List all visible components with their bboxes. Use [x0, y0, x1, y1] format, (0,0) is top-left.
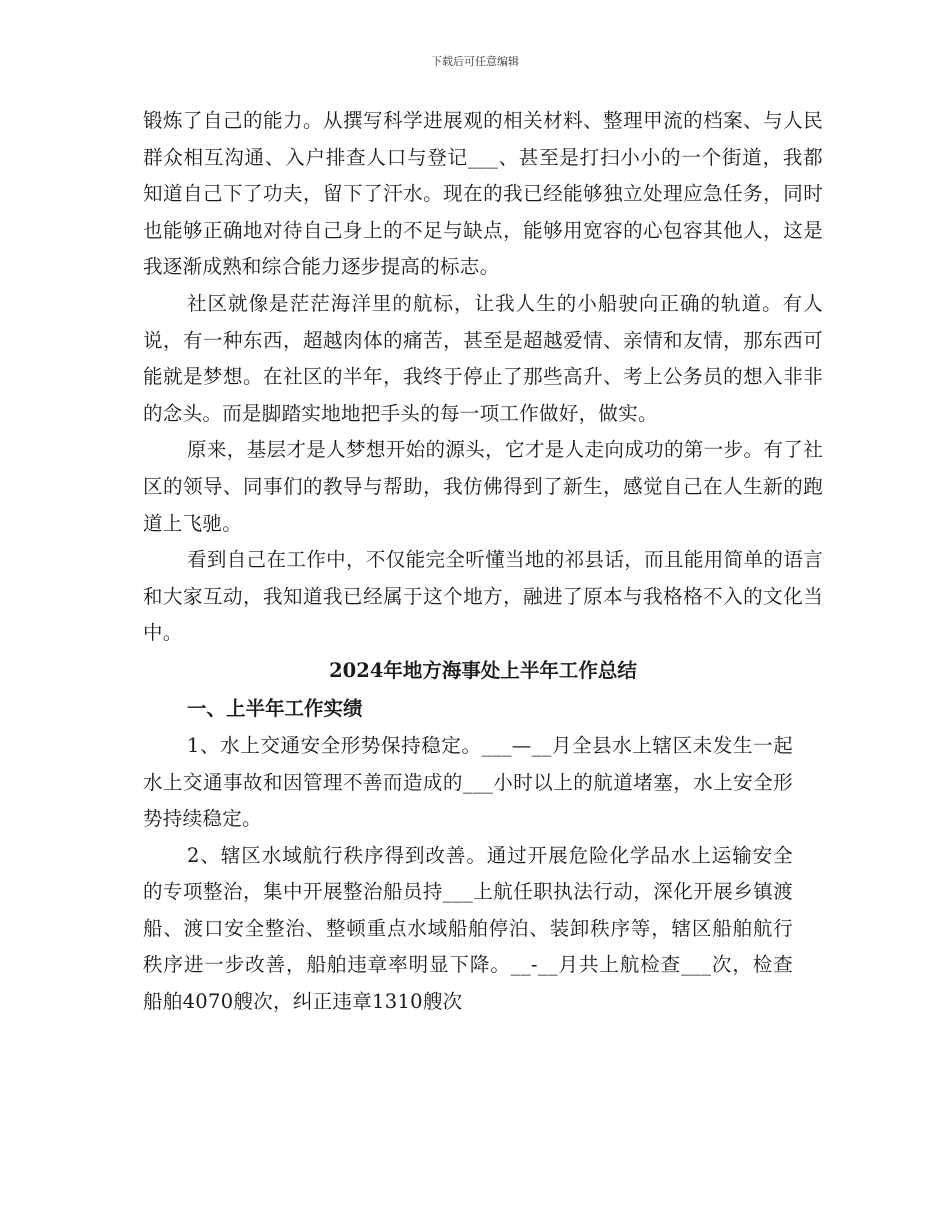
page-header-note: 下载后可任意编辑	[431, 55, 519, 68]
paragraph-1: 锻炼了自己的能力。从撰写科学进展观的相关材料、整理甲流的档案、与人民群众相互沟通、入户排查人口与登记___、甚至是打扫小小的一个街道，我都知道自己下了功夫，留下了汗水。现在的我已经能够独立处理应急任务，同时也能够正确地对待自己身上的不足与缺点，能够用宽容的心包容其他人，这是我逐渐成熟和综合能力逐步提高的标志。	[143, 109, 823, 279]
item-1: 1、水上交通安全形势保持稳定。___—__月全县水上辖区未发生一起水上交通事故和因管理不善而造成的___小时以上的航道堵塞，水上安全形势持续稳定。	[143, 733, 793, 831]
section-heading: 一、上半年工作实绩	[187, 696, 363, 720]
paragraph-4: 看到自己在工作中，不仅能完全听懂当地的祁县话，而且能用简单的语言和大家互动，我知道我已经属于这个地方，融进了原本与我格格不入的文化当中。	[143, 548, 823, 645]
paragraph-3: 原来，基层才是人梦想开始的源头，它才是人走向成功的第一步。有了社区的领导、同事们的教导与帮助，我仿佛得到了新生，感觉自己在人生新的跑道上飞驰。	[143, 438, 823, 535]
item-2: 2、辖区水域航行秩序得到改善。通过开展危险化学品水上运输安全的专项整治，集中开展整治船员持___上航任职执法行动，深化开展乡镇渡船、渡口安全整治、整顿重点水域船舶停泊、装卸秩序等，辖区船舶航行秩序进一步改善，船舶违章率明显下降。__-__月共上航检查___次，检查船舶4070艘次，纠正违章1310艘次	[143, 843, 793, 1014]
document-body	[143, 103, 823, 1021]
paragraph-2: 社区就像是茫茫海洋里的航标，让我人生的小船驶向正确的轨道。有人说，有一种东西，超越肉体的痛苦，甚至是超越爱情、亲情和友情，那东西可能就是梦想。在社区的半年，我终于停止了那些高升、考上公务员的想入非非的念头。而是脚踏实地地把手头的每一项工作做好，做实。	[143, 291, 823, 425]
section-title: 2024年地方海事处上半年工作总结	[329, 658, 637, 682]
